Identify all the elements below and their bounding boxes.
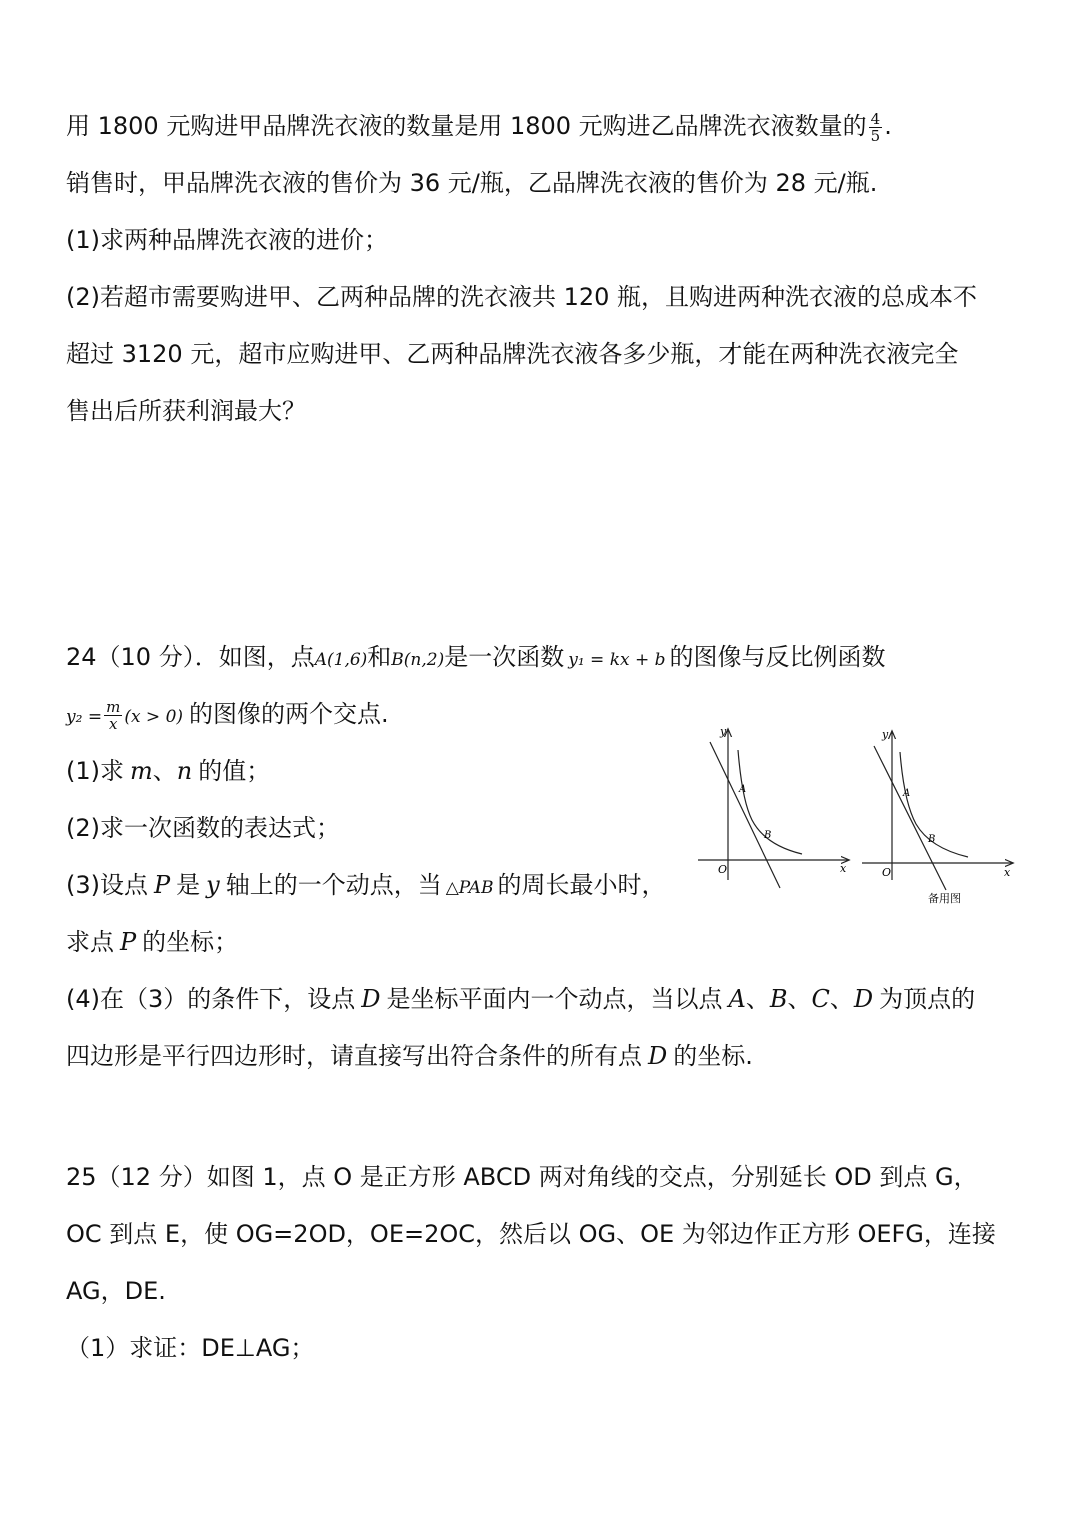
spare-point-b-label: B [928, 834, 936, 845]
q23-line1-period: . [884, 112, 892, 140]
q24-p4-prefix: (4)在（3）的条件下，设点 [66, 985, 356, 1013]
var-y: y [206, 871, 220, 899]
spare-figure-caption: 备用图 [928, 892, 961, 905]
q23-part1: (1)求两种品牌洗衣液的进价； [66, 226, 388, 254]
var-d: D [361, 985, 381, 1013]
q24-intro-end: 的图像的两个交点. [189, 700, 389, 728]
inverse-numerator: m [106, 697, 121, 716]
fraction-four-fifths [869, 111, 883, 144]
var-d-2: D [853, 985, 874, 1013]
q24-part3-line1 [66, 869, 665, 904]
point-a-marker-label: A [739, 784, 747, 795]
var-d-3: D [648, 1042, 668, 1070]
q24-p4-text: 是坐标平面内一个动点，当以点 [386, 985, 723, 1013]
fraction-numerator: 4 [870, 109, 881, 128]
q24-p1-sep: 、 [152, 757, 177, 785]
fraction-denominator: 5 [870, 126, 881, 145]
q24-and: 和 [367, 643, 392, 671]
point-b-label: B(n,2) [391, 650, 445, 670]
spare-point-a-label: A [903, 788, 911, 799]
q24-figure [690, 720, 1030, 920]
q24-p3-coord: 的坐标； [142, 928, 239, 956]
x-axis-label: x [840, 862, 847, 875]
q24-p1-suffix: 的值； [198, 757, 271, 785]
q24-p3-is: 是 [176, 871, 201, 899]
q25-line2: OC 到点 E，使 OG=2OD，OE=2OC，然后以 OG、OE 为邻边作正方形 OEFG，连接 [66, 1220, 996, 1248]
q24-p3-axis-text: 轴上的一个动点，当 [225, 871, 442, 899]
inverse-denominator: x [108, 714, 118, 733]
q23-line2: 销售时，甲品牌洗衣液的售价为 36 元/瓶，乙品牌洗衣液的售价为 28 元/瓶. [66, 169, 878, 197]
coordinate-diagrams [690, 720, 1030, 920]
main-diagram [698, 725, 848, 888]
q24-part2: (2)求一次函数的表达式； [66, 814, 340, 842]
origin-label: O [718, 863, 728, 876]
q24-part4-line2 [66, 1040, 753, 1072]
q23-line1 [66, 110, 892, 144]
q23-part2-line1: (2)若超市需要购进甲、乙两种品牌的洗衣液共 120 瓶，且购进两种洗衣液的总成本不 [66, 283, 978, 311]
inverse-function-lhs: y₂ = [66, 707, 103, 727]
var-p: P [154, 871, 171, 899]
q24-intro-line1 [66, 641, 886, 676]
spare-origin-label: O [882, 866, 892, 879]
q24-p3-find: 求点 [66, 928, 114, 956]
q23-part2-line3: 售出后所获利润最大？ [66, 397, 306, 425]
q24-intro-line2 [66, 698, 389, 733]
q23-part2-line2: 超过 3120 元，超市应购进甲、乙两种品牌洗衣液各多少瓶，才能在两种洗衣液完全 [66, 340, 959, 368]
linear-function-formula: y₁ = kx + b [568, 650, 666, 670]
q25-line3: AG，DE. [66, 1277, 166, 1305]
spare-y-axis-label: y [882, 728, 889, 741]
var-n: n [176, 757, 193, 785]
q24-p4-vertex-text: 为顶点的 [879, 985, 976, 1013]
q24-p1-prefix: (1)求 [66, 757, 124, 785]
var-c: C [811, 985, 830, 1013]
q24-linear-text: 是一次函数 [444, 643, 565, 671]
var-p-2: P [120, 928, 137, 956]
inverse-function-fraction [104, 699, 122, 732]
q24-part4-line1: (4)在（3）的条件下，设点 D 是坐标平面内一个动点，当以点 A、B、C、D 为顶点的 [66, 985, 976, 1013]
var-m: m [130, 757, 153, 785]
q23-line1-text: 用 1800 元购进甲品牌洗衣液的数量是用 1800 元购进乙品牌洗衣液数量的 [66, 112, 867, 140]
var-a: A [728, 985, 746, 1013]
q24-intro-text: 24（10 分）．如图，点 [66, 643, 315, 671]
point-a-label: A(1,6) [314, 650, 368, 670]
spare-x-axis-label: x [1004, 866, 1011, 879]
q24-part3-line2 [66, 926, 238, 958]
q24-p3-prefix: (3)设点 [66, 871, 148, 899]
point-b-marker-label: B [764, 830, 772, 841]
var-b: B [769, 985, 788, 1013]
inverse-domain-condition: (x > 0) [124, 707, 184, 727]
q24-p4-text2: 四边形是平行四边形时，请直接写出符合条件的所有点 [66, 1042, 642, 1070]
q24-inverse-text: 的图像与反比例函数 [669, 643, 886, 671]
q24-p3-perimeter-text: 的周长最小时， [497, 871, 666, 899]
q25-part1: （1）求证：DE⊥AG； [66, 1334, 315, 1362]
spare-diagram [862, 728, 1012, 905]
q24-part1 [66, 755, 270, 787]
q25-line1: 25（12 分）如图 1，点 O 是正方形 ABCD 两对角线的交点，分别延长 OD 到点 G， [66, 1163, 978, 1191]
y-axis-label: y [720, 725, 727, 738]
triangle-pab: △PAB [445, 878, 494, 898]
q24-p4-end: 的坐标. [673, 1042, 753, 1070]
